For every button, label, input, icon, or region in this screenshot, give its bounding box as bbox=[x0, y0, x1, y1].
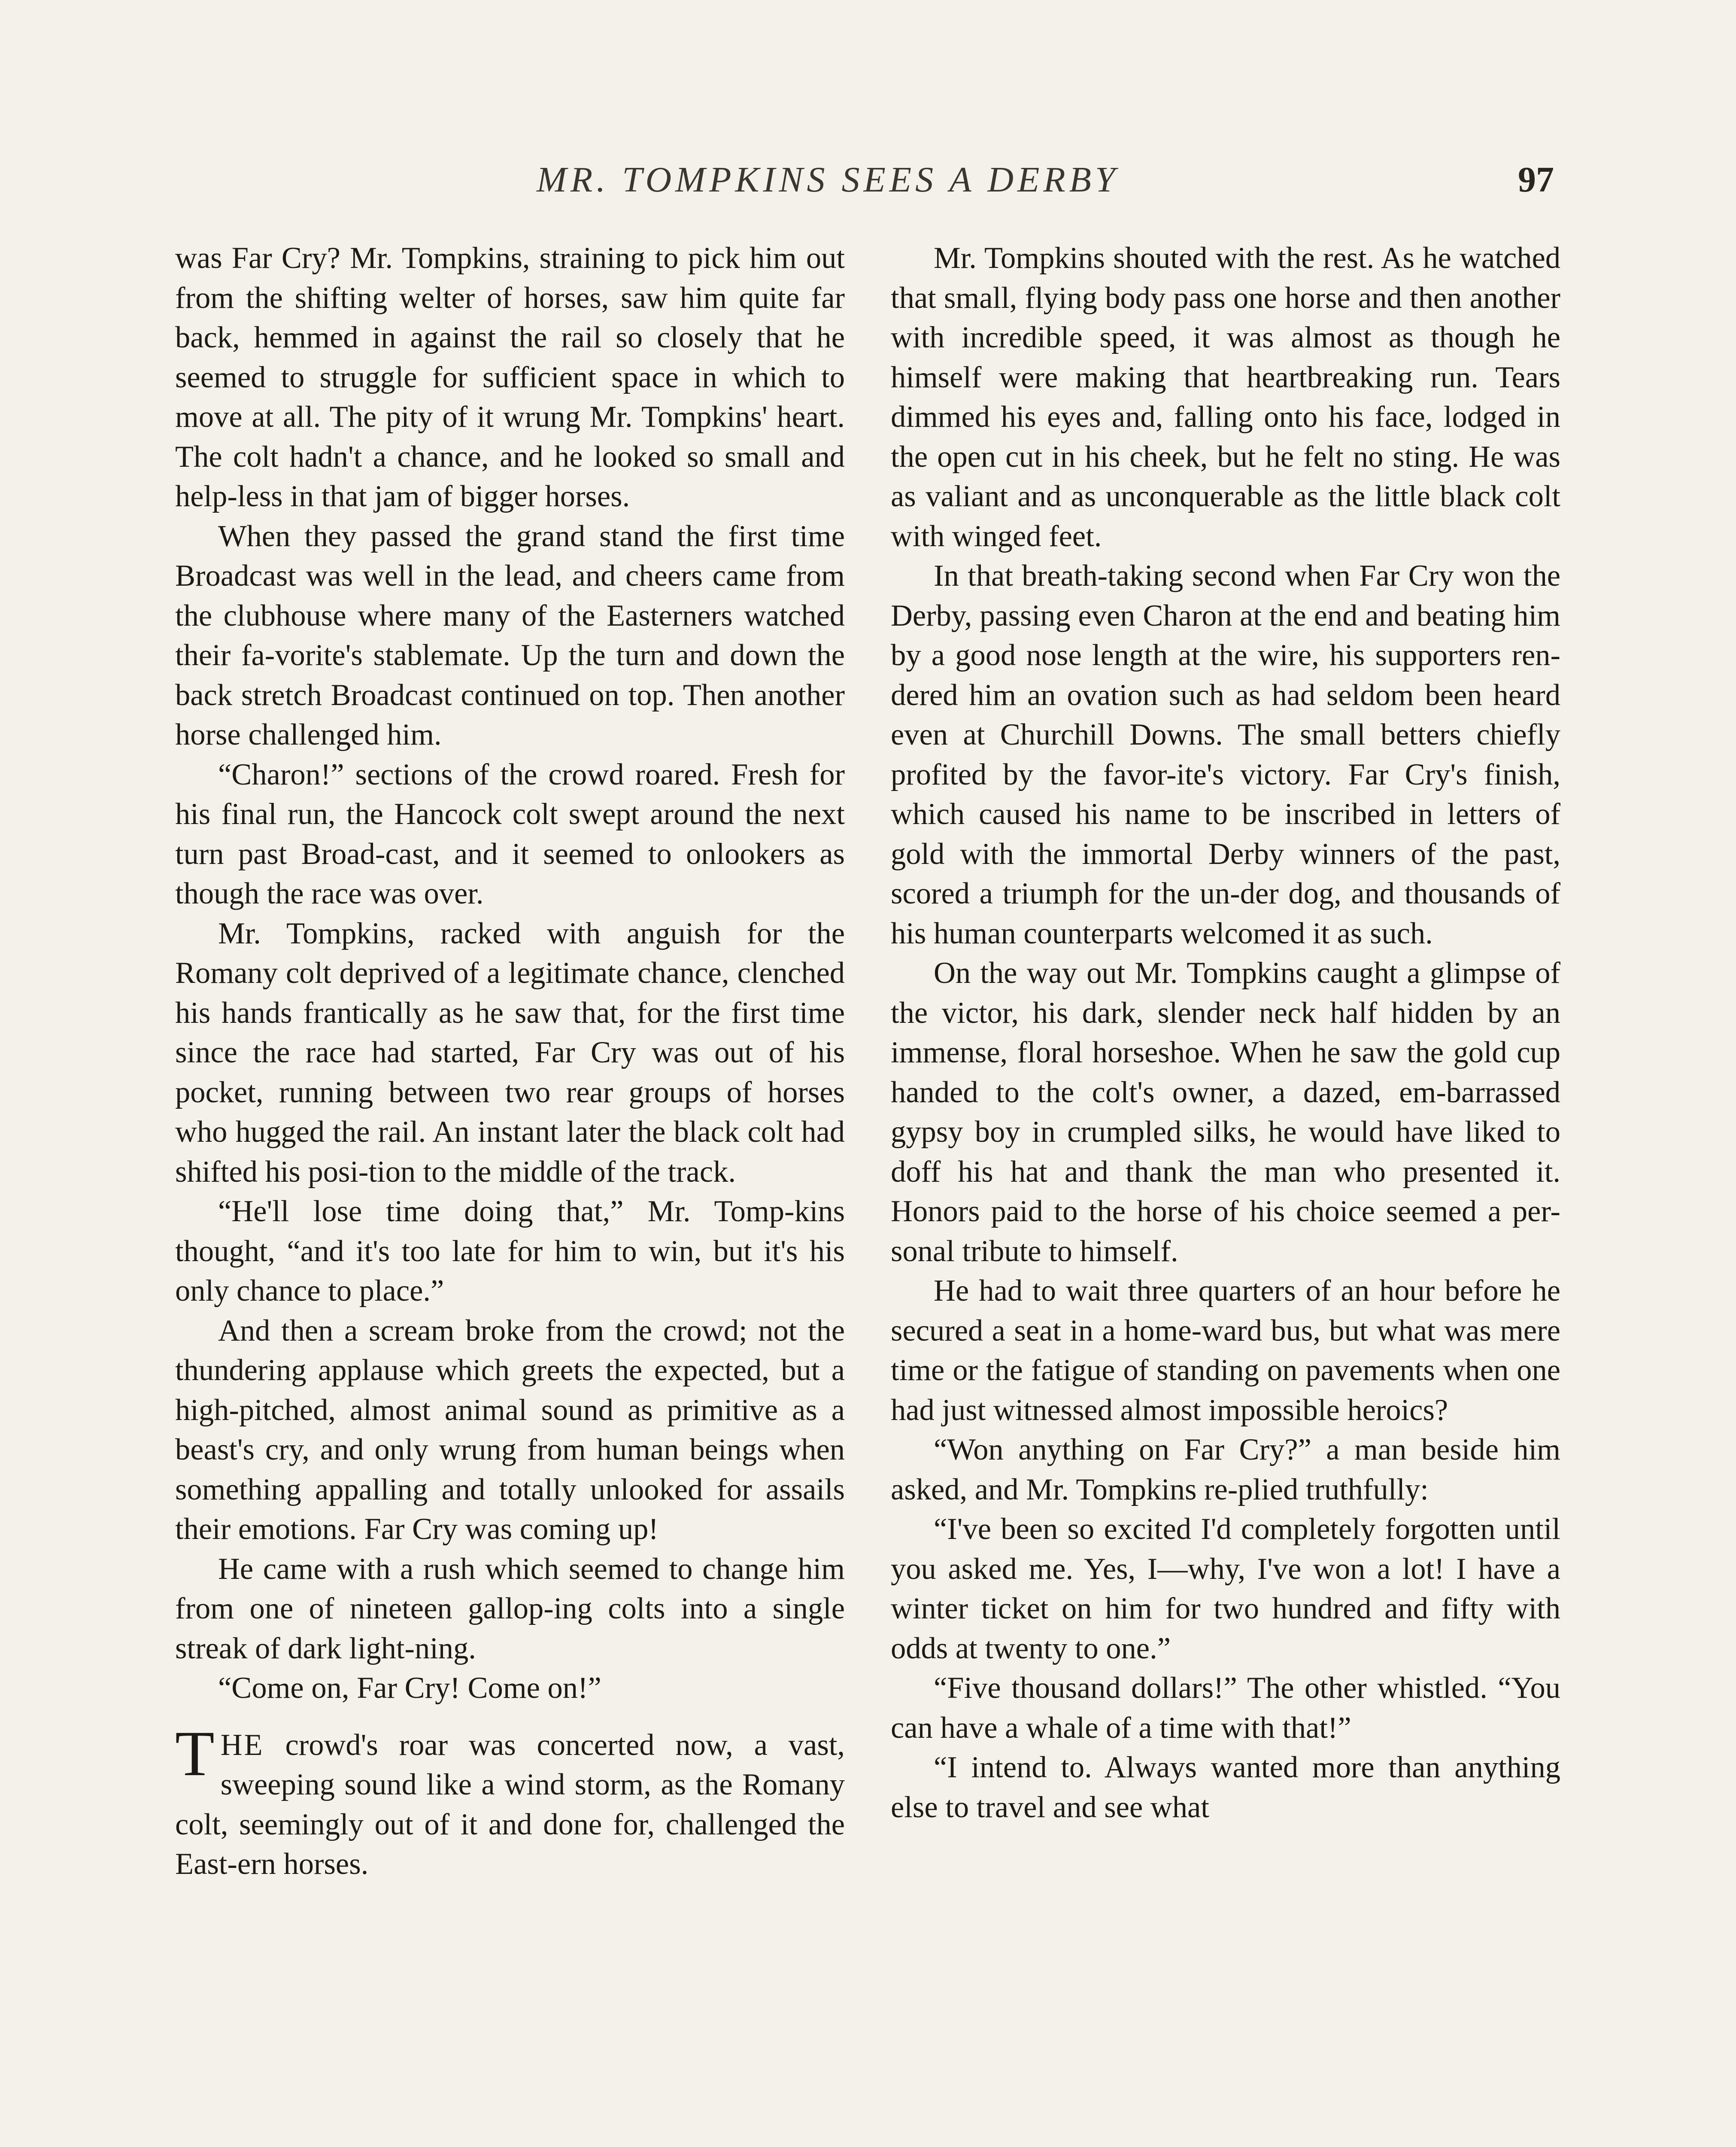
paragraph: Mr. Tompkins shouted with the rest. As he watched that small, flying body pass one horse and then another with incredible speed, it was almost as though he himself were making that heartbreaking run. Tears dimmed his eyes and, falling onto his face, lodged in the open cut in his cheek, but he felt no sting. He was as valiant and as unconquerable as the little black colt with winged feet. bbox=[891, 241, 1560, 553]
left-column bbox=[175, 238, 845, 1884]
paragraph: “I've been so excited I'd completely forgotten until you asked me. Yes, I—why, I've won a lot! I have a winter ticket on him for two hundred and fifty with odds at twenty to one.” bbox=[891, 1512, 1560, 1665]
paragraph: “He'll lose time doing that,” Mr. Tomp-kins thought, “and it's too late for him to win, but it's his only chance to place.” bbox=[175, 1195, 845, 1308]
paragraph: “Five thousand dollars!” The other whistled. “You can have a whale of a time with that!” bbox=[891, 1671, 1560, 1745]
paragraph: Mr. Tompkins, racked with anguish for the Romany colt deprived of a legitimate chance, clenched his hands frantically as he saw that, for the first time since the race had started, Far Cry was out of his pocket, running between two rear groups of horses who hugged the rail. An instant later the black colt had shifted his posi-tion to the middle of the track. bbox=[175, 916, 845, 1189]
paragraph: On the way out Mr. Tompkins caught a glimpse of the victor, his dark, slender neck half hidden by an immense, floral horseshoe. When he saw the gold cup handed to the colt's owner, a dazed, em-barrassed gypsy boy in crumpled silks, he would have liked to doff his hat and thank the man who presented it. Honors paid to the horse of his choice seemed a per-sonal tribute to himself. bbox=[891, 956, 1560, 1268]
paragraph: was Far Cry? Mr. Tompkins, straining to pick him out from the shifting welter of horses, saw him quite far back, hemmed in against the rail so closely that he seemed to struggle for sufficient space in which to move at all. The pity of it wrung Mr. Tompkins' heart. The colt hadn't a chance, and he looked so small and help-less in that jam of bigger horses. bbox=[175, 241, 845, 513]
paragraph: When they passed the grand stand the first time Broadcast was well in the lead, and cheers came from the clubhouse where many of the Easterners watched their fa-vorite's stablemate. Up the turn and down the back stretch Broadcast continued on top. Then another horse challenged him. bbox=[175, 519, 845, 751]
page-number: 97 bbox=[1518, 160, 1554, 200]
paragraph: “Charon!” sections of the crowd roared. Fresh for his final run, the Hancock colt swept around the next turn past Broad-cast, and it seemed to onlookers as though the race was over. bbox=[175, 757, 845, 910]
small-caps-lead: HE bbox=[220, 1728, 264, 1762]
paragraph-text: crowd's roar was concerted now, a vast, sweeping sound like a wind storm, as the Romany colt, seemingly out of it and done for, challenged the East-ern horses. bbox=[175, 1728, 845, 1881]
paragraph: “I intend to. Always wanted more than anything else to travel and see what bbox=[891, 1751, 1560, 1824]
paragraph: He had to wait three quarters of an hour before he secured a seat in a home-ward bus, but what was mere time or the fatigue of standing on pavements when one had just witnessed almost impossible heroics? bbox=[891, 1274, 1560, 1427]
page-header bbox=[498, 159, 1554, 201]
drop-cap: T bbox=[175, 1718, 215, 1789]
paragraph: “Won anything on Far Cry?” a man beside him asked, and Mr. Tompkins re-plied truthfully: bbox=[891, 1433, 1560, 1506]
paragraph: He came with a rush which seemed to change him from one of nineteen gallop-ing colts into a single streak of dark light-ning. bbox=[175, 1552, 845, 1665]
section-opening-paragraph bbox=[175, 1718, 845, 1884]
paragraph: And then a scream broke from the crowd; not the thundering applause which greets the expected, but a high-pitched, almost animal sound as primitive as a beast's cry, and only wrung from human beings when something appalling and totally unlooked for assails their emotions. Far Cry was coming up! bbox=[175, 1314, 845, 1546]
paragraph: “Come on, Far Cry! Come on!” bbox=[218, 1671, 601, 1705]
paragraph: In that breath-taking second when Far Cry won the Derby, passing even Charon at the end and beating him by a good nose length at the wire, his supporters ren-dered him an ovation such as had seldom been heard even at Churchill Downs. The small betters chiefly profited by the favor-ite's victory. Far Cry's finish, which caused his name to be inscribed in letters of gold with the immortal Derby winners of the past, scored a triumph for the un-der dog, and thousands of his human counterparts welcomed it as such. bbox=[891, 559, 1560, 950]
running-title: MR. TOMPKINS SEES A DERBY bbox=[537, 160, 1119, 200]
right-column bbox=[891, 238, 1560, 1827]
